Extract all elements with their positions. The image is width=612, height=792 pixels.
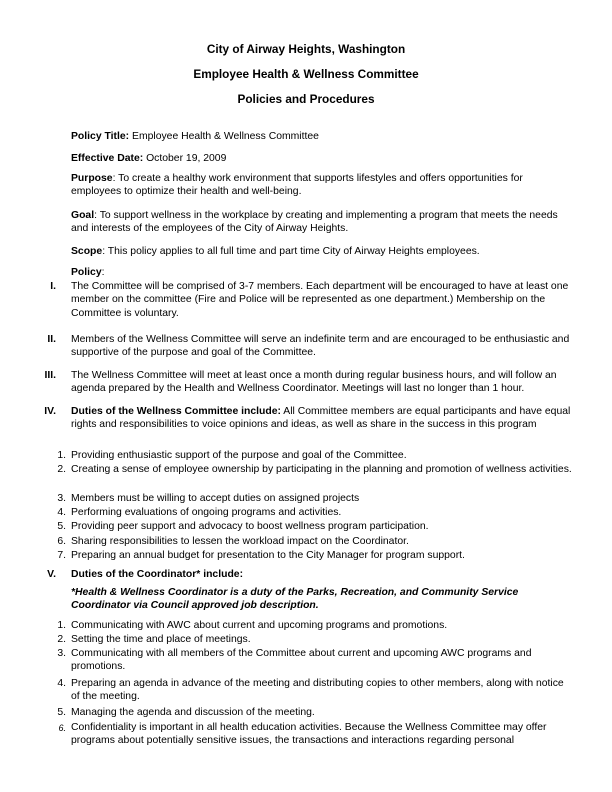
coordinator-duty-num: 1. (57, 620, 66, 631)
coordinator-duty-text: Managing the agenda and discussion of the meeting. (71, 707, 315, 718)
committee-duty-num: 4. (57, 507, 66, 518)
policy-title (71, 130, 571, 143)
committee-duty-num: 2. (57, 464, 66, 475)
header-policies: Policies and Procedures (237, 92, 375, 106)
committee-duty-num: 7. (57, 550, 66, 561)
committee-duty-num: 1. (57, 450, 66, 461)
coordinator-duty-text: Setting the time and place of meetings. (71, 634, 251, 645)
committee-duty-text: Creating a sense of employee ownership by participating in the planning and promotion of wellness activities. (71, 464, 572, 475)
coordinator-duty-num: 2. (57, 634, 66, 645)
policy-label: Policy (71, 267, 102, 278)
committee-duty-text: Preparing an annual budget for presentation to the City Manager for program support. (71, 550, 465, 561)
section-num-1: I. (50, 281, 56, 292)
header-city: City of Airway Heights, Washington (206, 42, 406, 56)
policy-title-value: Employee Health & Wellness Committee (129, 131, 319, 142)
policy-colon: : (101, 267, 105, 278)
section-text-4 (71, 405, 573, 432)
section-heading-4: Duties of the Wellness Committee include: (71, 406, 281, 417)
committee-duty-num: 5. (57, 521, 66, 532)
coordinator-duty-text: Confidentiality is important in all health education activities. Because the Wellness Committee may offer programs about potentially sensitive issues, the transactions and interactions regarding personal (71, 722, 547, 747)
purpose (71, 172, 575, 199)
header-committee: Employee Health & Wellness Committee (193, 67, 419, 81)
scope-label: Scope (71, 246, 103, 257)
coordinator-note: *Health & Wellness Coordinator is a duty of the Parks, Recreation, and Community Service Coordinator via Council approved job description. (71, 587, 519, 612)
purpose-value: : To create a healthy work environment that supports lifestyles and offers opportunities for employees to optimize their health and well-being. (71, 173, 523, 198)
section-body-4: All Committee members are equal participants and have equal rights and responsibilities to voice opinions and ideas, as well as share in the success in this program (71, 406, 571, 431)
section-num-3: III. (44, 370, 56, 381)
policy-heading (71, 266, 571, 279)
section-text-2: Members of the Wellness Committee will serve an indefinite term and are encouraged to be enthusiastic and supportive of the purpose and goal of the Committee. (71, 334, 570, 359)
coordinator-duty-text: Communicating with AWC about current and upcoming programs and promotions. (71, 620, 448, 631)
goal-label: Goal (71, 210, 95, 221)
effective-date-label: Effective Date: (71, 153, 144, 164)
committee-duty-text: Sharing responsibilities to lessen the workload impact on the Coordinator. (71, 536, 409, 547)
effective-date (71, 152, 571, 165)
committee-duty-text: Providing enthusiastic support of the purpose and goal of the Committee. (71, 450, 407, 461)
policy-title-label: Policy Title: (71, 131, 130, 142)
scope (71, 245, 571, 258)
coordinator-duty-text: Communicating with all members of the Committee about current and upcoming AWC programs and promotions. (71, 648, 532, 673)
coordinator-duty-num: 4. (57, 678, 66, 689)
section-num-4: IV. (44, 406, 56, 417)
section-text-1: The Committee will be comprised of 3-7 members. Each department will be encouraged to have at least one member on the committee (Fire and Police will be represented as one department.) Membership on the Committee is voluntary. (71, 281, 569, 319)
coordinator-duty-num: 5. (57, 707, 66, 718)
scope-value: : This policy applies to all full time and part time City of Airway Heights employees. (102, 246, 480, 257)
purpose-label: Purpose (71, 173, 113, 184)
committee-duty-text: Providing peer support and advocacy to boost wellness program participation. (71, 521, 429, 532)
committee-duty-text: Members must be willing to accept duties on assigned projects (71, 493, 360, 504)
section-text-3: The Wellness Committee will meet at least once a month during regular business hours, and will follow an agenda prepared by the Health and Wellness Coordinator. Meetings will last no longer than 1 hour. (71, 370, 557, 395)
section-heading-5: Duties of the Coordinator* include: (71, 569, 244, 580)
section-num-5: V. (47, 569, 56, 580)
committee-duty-num: 6. (57, 536, 66, 547)
effective-date-value: October 19, 2009 (143, 153, 227, 164)
goal-value: : To support wellness in the workplace by creating and implementing a program that meets the needs and interests of the employees of the City of Airway Heights. (71, 210, 558, 235)
committee-duty-num: 3. (57, 493, 66, 504)
section-num-2: II. (47, 334, 56, 345)
coordinator-duty-num: 6. (58, 723, 66, 733)
coordinator-duty-num: 3. (57, 648, 66, 659)
goal (71, 209, 575, 236)
coordinator-duty-text: Preparing an agenda in advance of the meeting and distributing copies to other members, along with notice of the meeting. (71, 678, 564, 703)
committee-duty-text: Performing evaluations of ongoing programs and activities. (71, 507, 342, 518)
